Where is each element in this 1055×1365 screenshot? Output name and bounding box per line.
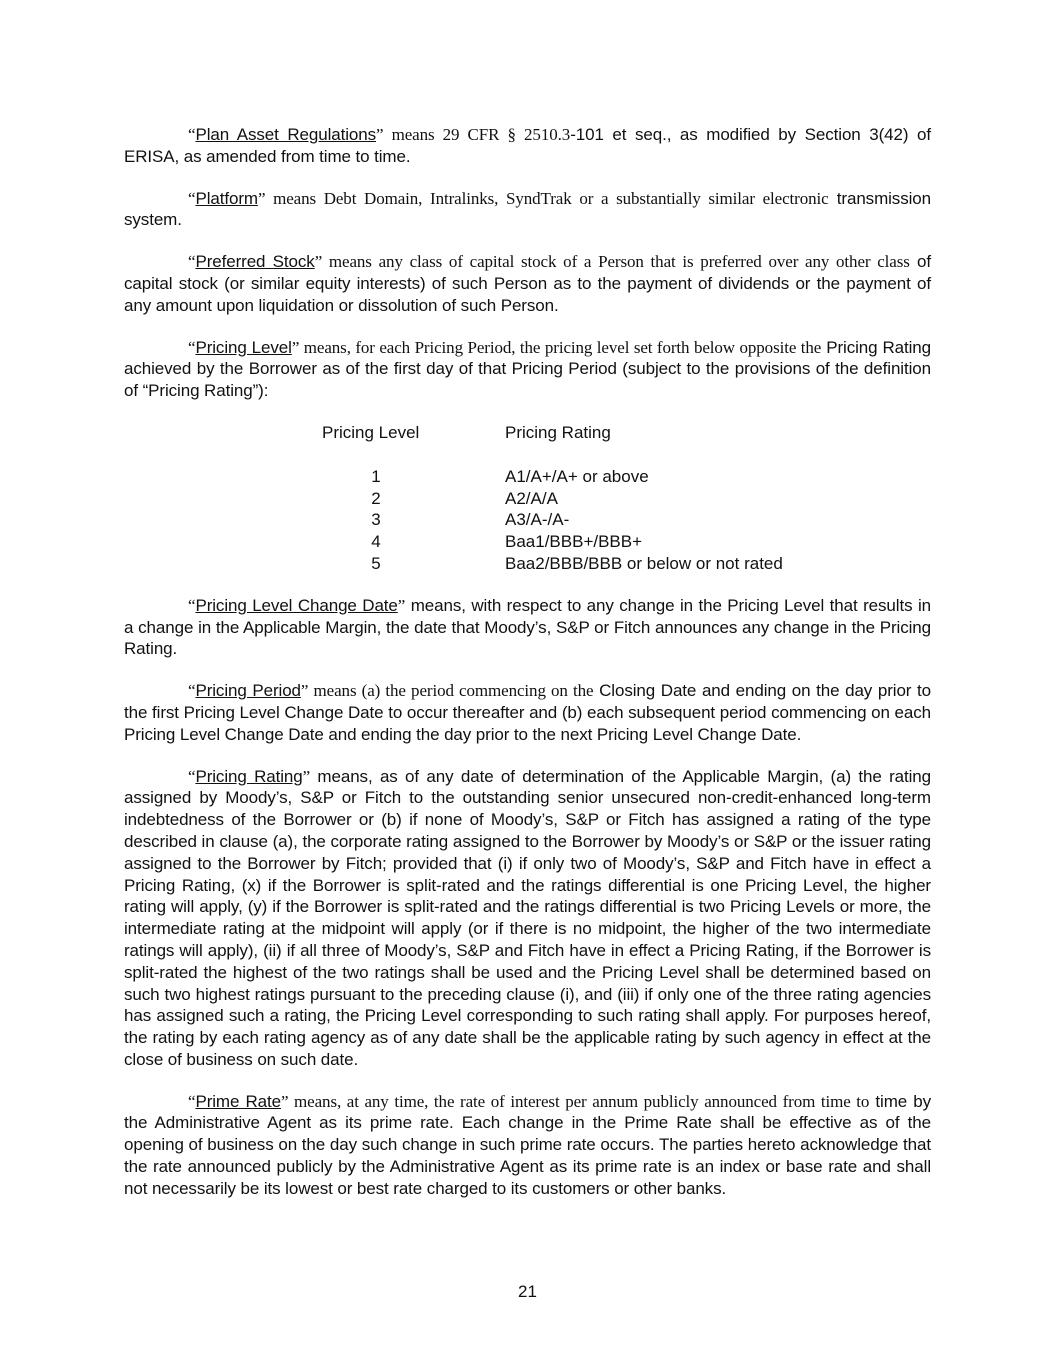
defined-term: Platform [195, 188, 258, 208]
definition-platform: “Platform” means Debt Domain, Intralinks, SyndTrak or a substantially similar electronic transmission system. [124, 188, 931, 230]
table-row: 5 Baa2/BBB/BBB or below or not rated [371, 553, 783, 573]
defined-term: Pricing Period [195, 681, 301, 701]
definition-pricing-level-change-date: “Pricing Level Change Date” means, with respect to any change in the Pricing Level that results in a change in the Applicable Margin, the date that Moody’s, S&P or Fitch announces any change in the Pricing Rating. [124, 595, 931, 659]
defined-term: Plan Asset Regulations [195, 125, 377, 144]
page-number: 21 [518, 1282, 537, 1301]
header-pricing-rating: Pricing Rating [505, 422, 611, 442]
table-row: 1 A1/A+/A+ or above [371, 466, 649, 486]
pricing-level-table [322, 422, 931, 575]
document-page [124, 124, 931, 1220]
table-row: 3 A3/A-/A- [371, 510, 570, 530]
table-header [322, 422, 931, 444]
defined-term: Pricing Level Change Date [195, 595, 398, 615]
defined-term: Preferred Stock [195, 252, 315, 272]
defined-term: Pricing Rating [195, 766, 303, 786]
definition-pricing-rating: “Pricing Rating” means, as of any date of determination of the Applicable Margin, (a) the rating assigned by Moody’s, S&P or Fitch to the outstanding senior unsecured non-credit-enhanced long-term indebtedness of the Borrower or (b) if none of Moody’s, S&P or Fitch has assigned a rating of the type described in clause (a), the corporate rating assigned to the Borrower by Moody’s or S&P or the issuer rating assigned to the Borrower by Fitch; provided that (i) if only two of Moody’s, S&P and Fitch have in effect a Pricing Rating, (x) if the Borrower is split-rated and the ratings differential is one Pricing Level, the higher rating will apply, (y) if the Borrower is split-rated and the ratings differential is two Pricing Levels or more, the intermediate rating at the midpoint will apply (or if there is no midpoint, the higher of the two intermediate ratings will apply), (ii) if all three of Moody’s, S&P and Fitch have in effect a Pricing Rating, if the Borrower is split-rated the highest of the two ratings shall be used and the Pricing Level shall be determined based on such two highest ratings pursuant to the preceding clause (i), and (iii) if only one of the three rating agencies has assigned such a rating, the Pricing Level corresponding to such rating shall apply. For purposes hereof, the rating by each rating agency as of any date shall be the applicable rating by such agency in effect at the close of business on such date. [124, 766, 931, 1069]
definition-pricing-level: “Pricing Level” means, for each Pricing Period, the pricing level set forth below opposite the Pricing Rating achieved by the Borrower as of the first day of that Pricing Period (subject to the provisions of the definition of “Pricing Rating”): [124, 337, 931, 401]
defined-term: Prime Rate [195, 1091, 281, 1111]
definition-preferred-stock: “Preferred Stock” means any class of capital stock of a Person that is preferred over any other class of capital stock (or similar equity interests) of such Person as to the payment of dividends or the payment of any amount upon liquidation or dissolution of such Person. [124, 252, 931, 315]
definition-plan-asset-regulations: “Plan Asset Regulations” means 29 CFR § 2510.3-101 et seq., as modified by Section 3(42) of ERISA, as amended from time to time. [124, 125, 932, 166]
header-pricing-level: Pricing Level [322, 422, 420, 442]
table-row: 2 A2/A/A [371, 488, 558, 508]
definition-pricing-period: “Pricing Period” means (a) the period commencing on the Closing Date and ending on the day prior to the first Pricing Level Change Date to occur thereafter and (b) each subsequent period commencing on each Pricing Level Change Date and ending the day prior to the next Pricing Level Change Date. [124, 681, 931, 744]
table-row: 4 Baa1/BBB+/BBB+ [371, 532, 643, 552]
definition-prime-rate: “Prime Rate” means, at any time, the rate of interest per annum publicly announced from time to time by the Administrative Agent as its prime rate. Each change in the Prime Rate shall be effective as of the opening of business on the day such change in such prime rate occurs. The parties hereto acknowledge that the rate announced publicly by the Administrative Agent as its prime rate is an index or base rate and shall not necessarily be its lowest or best rate charged to its customers or other banks. [124, 1091, 932, 1198]
defined-term: Pricing Level [195, 337, 292, 357]
